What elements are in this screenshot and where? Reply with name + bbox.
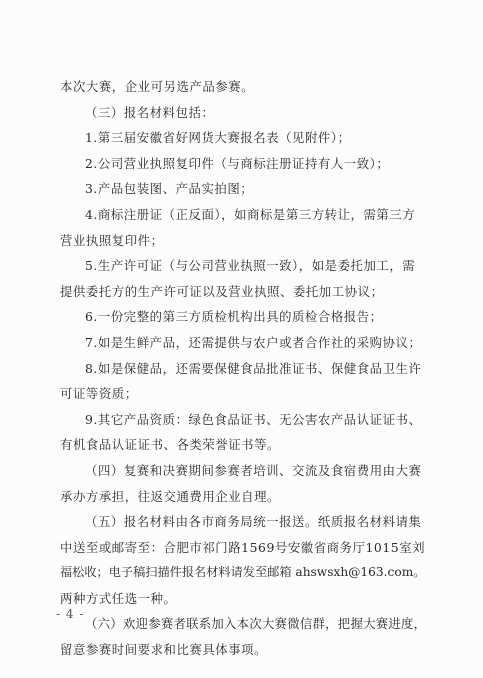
- list-item-1: 1.第三届安徽省好网货大赛报名表（见附件）；: [85, 130, 351, 146]
- section-6: （六）欢迎参赛者联系加入本次大赛微信群，把握大赛进度，: [85, 616, 427, 632]
- section-heading-3: （三）报名材料包括：: [85, 104, 215, 120]
- list-item-7: 7.如是生鲜产品，还需提供与农户或者合作社的采购协议；: [85, 334, 422, 350]
- list-item-4: 4.商标注册证（正反面），如商标是第三方转让，需第三方: [85, 206, 416, 222]
- list-item-8: 8.如是保健品，还需要保健食品批准证书、保健食品卫生许: [85, 360, 422, 376]
- document-body: [60, 74, 428, 663]
- list-item-9: 9.其它产品资质：绿色食品证书、无公害农产品认证证书、: [85, 411, 422, 427]
- page-number: - 4 -: [56, 607, 85, 621]
- list-item-3: 3.产品包装图、产品实拍图；: [85, 181, 254, 197]
- list-item-5-continued: 提供委托方的生产许可证以及营业执照、委托加工协议；: [60, 283, 384, 299]
- section-5-continued-3: 两种方式任选一种。: [60, 590, 177, 606]
- section-6-continued: 留意参赛时间要求和比赛具体事项。: [60, 642, 268, 658]
- text-line: 本次大赛，企业可另选产品参赛。: [60, 79, 255, 94]
- list-item-5: 5.生产许可证（与公司营业执照一致），如是委托加工，需: [85, 258, 416, 274]
- list-item-8-continued: 可证等资质；: [60, 386, 138, 402]
- section-4-continued: 承办方承担，往返交通费用企业自理。: [60, 488, 280, 504]
- section-5: （五）报名材料由各市商务局统一报送。纸质报名材料请集: [85, 514, 422, 530]
- section-4: （四）复赛和决赛期间参赛者培训、交流及食宿费用由大赛: [85, 462, 422, 478]
- list-item-4-continued: 营业执照复印件；: [60, 232, 164, 248]
- section-5-continued-2: 福松收；电子稿扫描件报名材料请发至邮箱 ahswsxh@163.com。: [60, 565, 426, 580]
- list-item-2: 2.公司营业执照复印件（与商标注册证持有人一致）；: [85, 155, 390, 171]
- list-item-9-continued: 有机食品认证证书、各类荣誉证书等。: [60, 437, 280, 453]
- list-item-6: 6.一份完整的第三方质检机构出具的质检合格报告；: [85, 309, 383, 325]
- section-5-continued-1: 中送至或邮寄至：合肥市祁门路1569号安徽省商务厅1015室刘: [60, 539, 426, 555]
